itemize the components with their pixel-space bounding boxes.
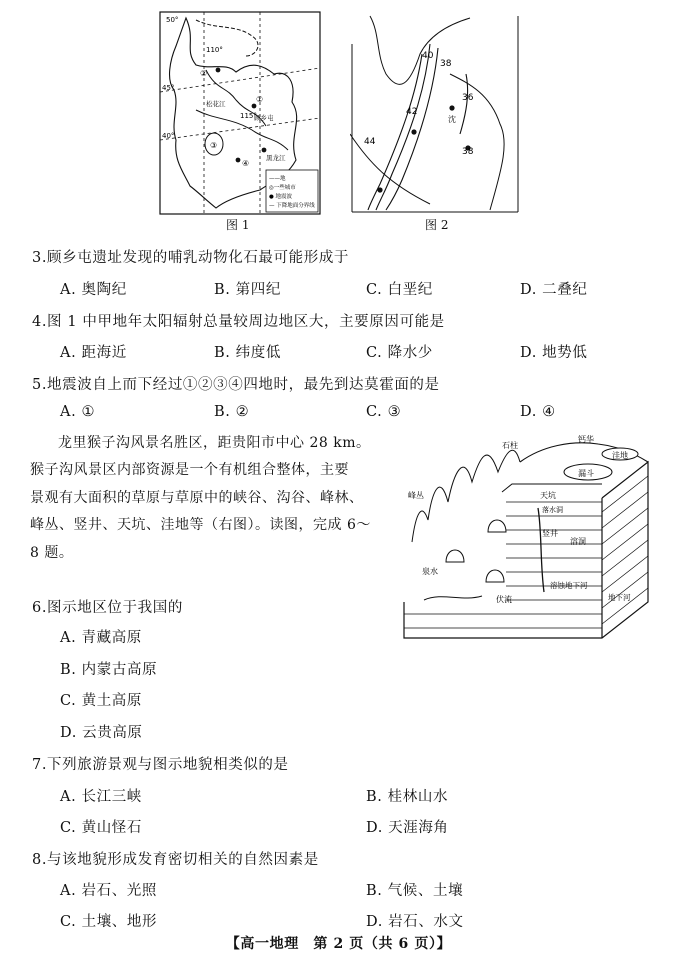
label-lat-40: 40° [162,132,175,140]
question-5-option-d[interactable]: D. ④ [520,404,556,420]
passage-line-2: 猴子沟风景区内部资源是一个有机组合整体，主要 [30,462,349,479]
isoline-label-2: 38 [440,59,452,69]
question-8-option-d[interactable]: D. 岩石、水文 [366,914,464,930]
passage-line-5: 8 题。 [30,544,74,561]
label-station-4: ④ [242,159,250,168]
label-lat-top: 50° [166,16,179,24]
label-station-2: ② [200,69,208,78]
question-5-option-b[interactable]: B. ② [214,404,250,420]
label-kevin: 钙华 [578,435,594,444]
question-6-option-c[interactable]: C. 黄土高原 [60,693,142,709]
figure-2-caption: 图 2 [425,218,449,232]
isoline-label-5: 44 [364,137,376,147]
isoline-label-1: 40 [422,51,434,61]
label-sinkhole: 天坑 [540,491,556,500]
question-5-stem: 5.地震波自上而下经过①②③④四地时，最先到达莫霍面的是 [32,377,440,393]
question-4-option-d[interactable]: D. 地势低 [520,345,588,361]
question-7-option-b[interactable]: B. 桂林山水 [366,789,449,805]
figure-1-caption: 图 1 [226,218,250,232]
question-7-option-a[interactable]: A. 长江三峡 [60,789,142,805]
question-6-option-d[interactable]: D. 云贵高原 [60,725,143,741]
figure-3-karst-diagram [402,432,650,644]
isoline-label-3: 42 [406,107,418,117]
label-falling-water: 落水洞 [542,506,563,514]
label-pillar: 石柱 [502,441,518,450]
question-6-stem: 6.图示地区位于我国的 [32,600,183,616]
question-3-option-b[interactable]: B. 第四纪 [214,282,281,298]
label-spring: 泉水 [422,567,438,576]
question-8-option-c[interactable]: C. 土壤、地形 [60,914,158,930]
label-place-song: 松花江 [206,100,226,108]
figure-2-map [350,14,520,214]
label-place-hei: 黑龙江 [266,154,286,162]
page-footer: 【高一地理 第 2 页（共 6 页）】 [225,936,452,952]
label-shaft: 竖井 [542,529,558,538]
label-lower-strata: 地下河 [608,593,631,602]
label-lat-45: 45° [162,84,175,92]
legend-line-2: ◎一些城市 [269,185,296,191]
passage-line-1: 龙里猴子沟风景名胜区，距贵阳市中心 28 km。 [58,435,371,451]
label-peaks: 峰丛 [408,491,424,500]
label-place-gu: 顾乡屯 [254,114,274,122]
question-3-stem: 3.顾乡屯遗址发现的哺乳动物化石最可能形成于 [32,250,350,266]
label-depression: 洼地 [612,451,628,460]
isoline-label-4: 36 [462,93,474,103]
legend-line-3: ● 地震波 [269,194,293,200]
question-3-option-d[interactable]: D. 二叠纪 [520,282,588,298]
question-4-stem: 4.图 1 中甲地年太阳辐射总量较周边地区大，主要原因可能是 [32,314,445,330]
label-funnel: 漏斗 [578,469,594,478]
question-7-stem: 7.下列旅游景观与图示地貌相类似的是 [32,757,289,773]
question-4-option-a[interactable]: A. 距海近 [60,345,127,361]
label-station-1: ① [256,95,264,104]
label-station-3: ③ [210,141,218,150]
label-lon-110: 110° [206,46,223,54]
question-8-stem: 8.与该地貌形成发育密切相关的自然因素是 [32,852,319,868]
question-4-option-b[interactable]: B. 纬度低 [214,345,281,361]
legend-line-1: ——地 [269,176,286,182]
question-6-option-b[interactable]: B. 内蒙古高原 [60,662,158,678]
place-label: 沈 [448,115,456,124]
isoline-label-6: 38 [462,147,474,157]
question-7-option-c[interactable]: C. 黄山怪石 [60,820,142,836]
passage-line-3: 景观有大面积的草原与草原中的峡谷、沟谷、峰林、 [30,489,364,506]
question-5-option-c[interactable]: C. ③ [366,404,402,420]
label-cave: 溶洞 [570,537,586,546]
question-8-option-a[interactable]: A. 岩石、光照 [60,883,157,899]
question-6-option-a[interactable]: A. 青藏高原 [60,630,142,646]
legend-line-4: — 下降地面分界线 [269,203,315,209]
question-4-option-c[interactable]: C. 降水少 [366,345,433,361]
label-underground-river: 溶蚀地下河 [550,581,588,590]
passage [30,430,375,567]
question-3-option-c[interactable]: C. 白垩纪 [366,282,433,298]
question-8-option-b[interactable]: B. 气候、土壤 [366,883,464,899]
label-stream: 伏流 [496,595,512,604]
question-3-option-a[interactable]: A. 奥陶纪 [60,282,127,298]
label-lon-115: 115° [240,112,257,120]
figure-1-map [156,10,324,215]
question-7-option-d[interactable]: D. 天涯海角 [366,820,449,836]
question-5-option-a[interactable]: A. ① [60,404,96,420]
passage-line-4: 峰丛、竖井、天坑、洼地等（右图）。读图，完成 6～ [30,517,371,534]
